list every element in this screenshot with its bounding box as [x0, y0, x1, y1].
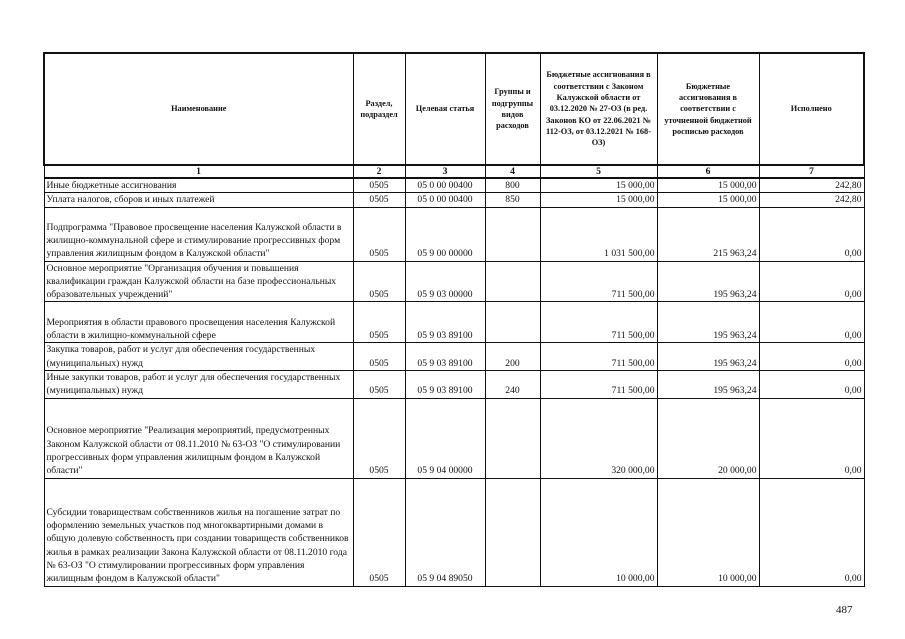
row-law-allocation: 711 500,00	[540, 343, 657, 371]
column-number: 1	[44, 165, 353, 178]
row-target: 05 9 03 00000	[405, 261, 485, 302]
header-name: Наименование	[44, 53, 353, 165]
row-section: 0505	[353, 398, 405, 478]
row-name: Подпрограмма "Правовое просвещение населения Калужской области в жилищно-коммунальной сфере и стимулирование прогрессивных форм управления жилищным фондом в Калужской области"	[44, 207, 353, 261]
row-executed: 0,00	[759, 398, 864, 478]
row-section: 0505	[353, 478, 405, 586]
row-refined-allocation: 10 000,00	[657, 478, 759, 586]
row-executed: 0,00	[759, 207, 864, 261]
row-executed: 0,00	[759, 302, 864, 343]
row-section: 0505	[353, 343, 405, 371]
row-target: 05 9 03 89100	[405, 371, 485, 399]
table-row	[44, 178, 864, 193]
row-name: Иные бюджетные ассигнования	[44, 178, 353, 193]
row-target: 05 9 04 00000	[405, 398, 485, 478]
column-number: 5	[540, 165, 657, 178]
row-name: Основное мероприятие "Организация обучения и повышения квалификации граждан Калужской области на базе профессиональных образовательных учреждений"	[44, 261, 353, 302]
row-refined-allocation: 15 000,00	[657, 178, 759, 193]
row-target: 05 0 00 00400	[405, 193, 485, 207]
row-refined-allocation: 20 000,00	[657, 398, 759, 478]
row-refined-allocation: 215 963,24	[657, 207, 759, 261]
row-target: 05 0 00 00400	[405, 178, 485, 193]
table-row	[44, 193, 864, 207]
header-law-allocation: Бюджетные ассигнования в соответствии с Законом Калужской области от 03.12.2020 № 27-ОЗ (в ред. Законов КО от 22.06.2021 № 112-ОЗ, от 03.12.2021 № 168-ОЗ)	[540, 53, 657, 165]
row-group	[485, 398, 540, 478]
row-group: 200	[485, 343, 540, 371]
row-section: 0505	[353, 193, 405, 207]
row-name: Субсидии товариществам собственников жилья на погашение затрат по оформлению земельных участков под многоквартирными домами в общую долевую собственность при создании товариществ собственников жилья в рамках реализации Закона Калужской области от 08.11.2010 года № 63-ОЗ "О стимулировании прогрессивных форм управления жилищным фондом в Калужской области"	[44, 478, 353, 586]
table-row	[44, 343, 864, 371]
row-law-allocation: 711 500,00	[540, 302, 657, 343]
row-name: Основное мероприятие "Реализация мероприятий, предусмотренных Законом Калужской области от 08.11.2010 № 63-ОЗ "О стимулировании прогрессивных форм управления жилищным фондом в Калужской области"	[44, 398, 353, 478]
row-refined-allocation: 195 963,24	[657, 343, 759, 371]
row-law-allocation: 15 000,00	[540, 178, 657, 193]
row-group: 240	[485, 371, 540, 399]
row-target: 05 9 03 89100	[405, 302, 485, 343]
row-name: Мероприятия в области правового просвещения населения Калужской области в жилищно-коммунальной сфере	[44, 302, 353, 343]
column-number: 7	[759, 165, 864, 178]
row-name: Иные закупки товаров, работ и услуг для обеспечения государственных (муниципальных) нужд	[44, 371, 353, 399]
row-law-allocation: 10 000,00	[540, 478, 657, 586]
row-executed: 242,80	[759, 178, 864, 193]
header-group: Группы и подгруппы видов расходов	[485, 53, 540, 165]
row-law-allocation: 711 500,00	[540, 261, 657, 302]
row-group	[485, 261, 540, 302]
row-group: 850	[485, 193, 540, 207]
header-target: Целевая статья	[405, 53, 485, 165]
table-row	[44, 371, 864, 399]
header-section: Раздел, подраздел	[353, 53, 405, 165]
row-group	[485, 302, 540, 343]
row-law-allocation: 1 031 500,00	[540, 207, 657, 261]
row-refined-allocation: 195 963,24	[657, 371, 759, 399]
column-number: 4	[485, 165, 540, 178]
row-executed: 242,80	[759, 193, 864, 207]
table-row	[44, 261, 864, 302]
page-number: 487	[836, 604, 853, 616]
row-executed: 0,00	[759, 343, 864, 371]
row-refined-allocation: 195 963,24	[657, 261, 759, 302]
row-group	[485, 207, 540, 261]
table-header	[44, 53, 864, 165]
row-group: 800	[485, 178, 540, 193]
table-row	[44, 478, 864, 586]
header-executed: Исполнено	[759, 53, 864, 165]
row-section: 0505	[353, 207, 405, 261]
budget-table	[43, 52, 865, 587]
row-executed: 0,00	[759, 261, 864, 302]
row-group	[485, 478, 540, 586]
row-law-allocation: 15 000,00	[540, 193, 657, 207]
row-executed: 0,00	[759, 371, 864, 399]
table-row	[44, 398, 864, 478]
row-executed: 0,00	[759, 478, 864, 586]
header-refined-allocation: Бюджетные ассигнования в соответствии с уточненной бюджетной росписью расходов	[657, 53, 759, 165]
row-law-allocation: 711 500,00	[540, 371, 657, 399]
row-refined-allocation: 195 963,24	[657, 302, 759, 343]
row-refined-allocation: 15 000,00	[657, 193, 759, 207]
column-number-row	[44, 165, 864, 178]
row-target: 05 9 00 00000	[405, 207, 485, 261]
row-section: 0505	[353, 178, 405, 193]
row-section: 0505	[353, 371, 405, 399]
row-target: 05 9 03 89100	[405, 343, 485, 371]
row-name: Закупка товаров, работ и услуг для обеспечения государственных (муниципальных) нужд	[44, 343, 353, 371]
row-law-allocation: 320 000,00	[540, 398, 657, 478]
row-section: 0505	[353, 302, 405, 343]
table-row	[44, 302, 864, 343]
table-row	[44, 207, 864, 261]
row-section: 0505	[353, 261, 405, 302]
column-number: 2	[353, 165, 405, 178]
column-number: 6	[657, 165, 759, 178]
row-name: Уплата налогов, сборов и иных платежей	[44, 193, 353, 207]
row-target: 05 9 04 89050	[405, 478, 485, 586]
column-number: 3	[405, 165, 485, 178]
